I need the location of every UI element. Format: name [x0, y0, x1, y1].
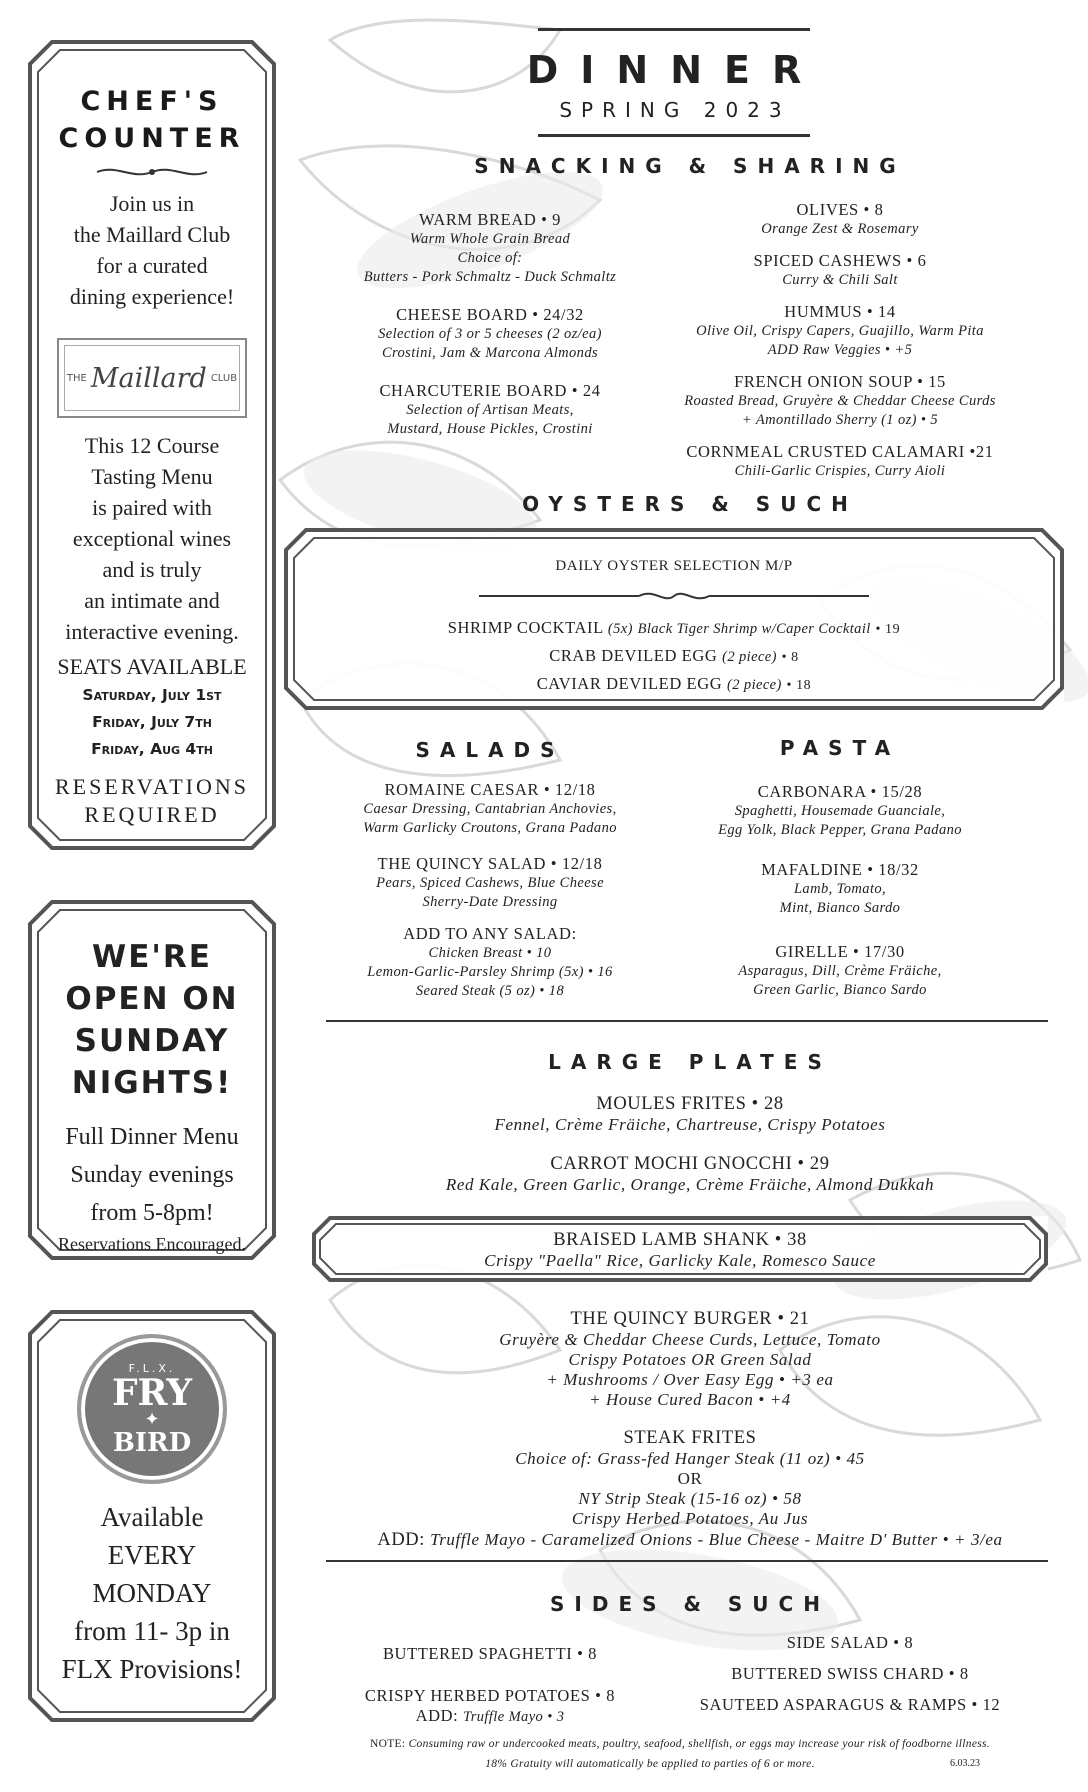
lamb-shank-box — [312, 1216, 1048, 1282]
oysters-title: OYSTERS & SUCH — [522, 492, 858, 516]
item-desc: Lemon-Garlic-Parsley Shrimp (5x) • 16 — [367, 964, 613, 980]
menu-item — [680, 860, 1000, 918]
item-name: CORNMEAL CRUSTED CALAMARI •21 — [686, 442, 994, 461]
menu-code: 6.03.23 — [950, 1758, 980, 1769]
steak-frites — [300, 1427, 1080, 1529]
menu-item — [680, 372, 1000, 430]
body-line: FLX Provisions! — [61, 1654, 243, 1684]
item-desc: Orange Zest & Rosemary — [761, 221, 919, 237]
item-name: OLIVES • 8 — [796, 200, 884, 219]
item-desc: Egg Yolk, Black Pepper, Grana Padano — [718, 822, 962, 838]
chefs-counter-panel — [28, 40, 276, 850]
item-desc: Crostini, Jam & Marcona Almonds — [381, 345, 599, 361]
snacking-right-column — [680, 200, 1000, 499]
note-label: NOTE: — [370, 1738, 406, 1750]
body-line: EVERY — [107, 1540, 197, 1570]
side-item: CRISPY HERBED POTATOES • 8 — [364, 1686, 616, 1705]
item-qty: (2 piece) — [722, 649, 777, 665]
item-desc: Selection of Artisan Meats, — [406, 402, 574, 418]
logo-fry: FRY — [111, 1371, 193, 1414]
item-price: • 8 — [781, 650, 799, 665]
add-items: Truffle Mayo - Caramelized Onions - Blue Cheese - Maitre D' Butter • + 3/ea — [430, 1530, 1003, 1549]
item-desc: Sherry-Date Dressing — [422, 894, 558, 910]
section-divider — [326, 1560, 1048, 1562]
item-desc: Spaghetti, Housemade Guanciale, — [734, 803, 946, 819]
item-name: SPICED CASHEWS • 6 — [753, 251, 927, 270]
item-name: CAVIAR DEVILED EGG — [536, 674, 723, 693]
item-desc: Red Kale, Green Garlic, Orange, Crème Fräiche, Almond Dukkah — [445, 1175, 935, 1194]
moules-frites — [300, 1093, 1080, 1135]
menu-item — [680, 442, 1000, 481]
item-desc: Choice of: Grass-fed Hanger Steak (11 oz) • 45 — [515, 1449, 865, 1468]
sunday-body — [28, 1118, 276, 1232]
note-text: Consuming raw or undercooked meats, poultry, seafood, shellfish, or eggs may increase your risk of foodborne illness. — [408, 1738, 990, 1750]
body-line: Tasting Menu — [91, 464, 213, 489]
intro-line: for a curated — [96, 253, 208, 278]
quincy-burger — [300, 1308, 1080, 1410]
item-desc: Mustard, House Pickles, Crostini — [387, 421, 593, 437]
seat-date: Friday, July 7th — [92, 713, 212, 731]
item-desc: Gruyère & Cheddar Cheese Curds, Lettuce, Tomato — [499, 1330, 881, 1349]
sides-right-column — [680, 1633, 1020, 1715]
section-divider — [326, 1020, 1048, 1022]
title-line: OPEN ON — [65, 981, 239, 1017]
side-item: BUTTERED SWISS CHARD • 8 — [731, 1664, 969, 1683]
carrot-gnocchi — [300, 1153, 1080, 1195]
intro-line: dining experience! — [69, 284, 235, 309]
menu-item — [320, 780, 660, 838]
logo-the: THE — [66, 372, 87, 384]
salads-column — [320, 780, 660, 1019]
fry-bird-panel — [28, 1310, 276, 1722]
body-line: Full Dinner Menu — [65, 1124, 239, 1150]
item-price: • 18 — [786, 678, 812, 693]
add-label: ADD: — [415, 1706, 459, 1725]
pasta-title: PASTA — [779, 736, 901, 760]
menu-item — [680, 942, 1000, 1000]
item-desc: Warm Garlicky Croutons, Grana Padano — [363, 820, 617, 836]
item-desc: Pears, Spiced Cashews, Blue Cheese — [376, 875, 604, 891]
body-line: MONDAY — [92, 1578, 212, 1608]
item-desc: + House Cured Bacon • +4 — [589, 1390, 791, 1409]
item-desc: Warm Whole Grain Bread — [409, 231, 571, 247]
item-desc: Selection of 3 or 5 cheeses (2 oz/ea) — [378, 326, 602, 342]
page-title: DINNER — [526, 48, 824, 92]
item-desc: Olive Oil, Crispy Capers, Guajillo, Warm Pita — [696, 323, 984, 339]
reservations-line: REQUIRED — [84, 802, 220, 827]
body-line: and is truly — [102, 557, 202, 582]
menu-item — [680, 200, 1000, 239]
item-desc: Caesar Dressing, Cantabrian Anchovies, — [363, 801, 617, 817]
item-qty: (5x) — [607, 621, 633, 637]
side-item: SAUTEED ASPARAGUS & RAMPS • 12 — [699, 1695, 1001, 1714]
item-desc: Mint, Bianco Sardo — [779, 900, 901, 916]
item-name: CRAB DEVILED EGG — [549, 646, 718, 665]
item-desc: + Mushrooms / Over Easy Egg • +3 ea — [546, 1370, 834, 1389]
item-name: MOULES FRITES • 28 — [596, 1094, 784, 1114]
item-desc: Roasted Bread, Gruyère & Cheddar Cheese Curds — [684, 393, 996, 409]
item-name: BRAISED LAMB SHANK • 38 — [553, 1230, 807, 1250]
sunday-note: Reservations Encouraged. — [58, 1234, 246, 1254]
item-desc: Crispy Potatoes OR Green Salad — [568, 1350, 812, 1369]
item-desc: Curry & Chili Salt — [782, 272, 898, 288]
sunday-title — [28, 936, 276, 1104]
menu-item — [320, 924, 660, 1001]
logo-name: Maillard — [90, 362, 207, 394]
oyster-item — [284, 646, 1064, 668]
chefs-intro — [28, 188, 276, 312]
logo-club: CLUB — [210, 372, 238, 384]
add-item: Truffle Mayo • 3 — [463, 1709, 565, 1725]
item-name: CARROT MOCHI GNOCCHI • 29 — [550, 1154, 830, 1174]
seat-date: Friday, Aug 4th — [91, 740, 213, 758]
fry-bird-body — [28, 1498, 276, 1688]
item-desc: Asparagus, Dill, Crème Fräiche, — [738, 963, 942, 979]
body-line: Available — [100, 1502, 204, 1532]
chefs-title-line1: CHEF'S — [80, 86, 224, 117]
item-desc: Butters - Pork Schmaltz - Duck Schmaltz — [363, 269, 617, 285]
body-line: This 12 Course — [84, 433, 220, 458]
header-rule-bottom — [538, 134, 810, 137]
gratuity-note: 18% Gratuity will automatically be applied to parties of 6 or more. — [485, 1758, 815, 1770]
maillard-club-logo — [57, 338, 247, 418]
menu-item — [680, 251, 1000, 290]
item-name: SHRIMP COCKTAIL — [447, 618, 604, 637]
item-qty: (2 piece) — [727, 677, 782, 693]
page-subtitle: SPRING 2023 — [559, 98, 791, 122]
title-line: SUNDAY — [74, 1023, 230, 1059]
item-desc: ADD Raw Veggies • +5 — [767, 342, 913, 358]
item-desc: Chicken Breast • 10 — [428, 945, 552, 961]
snacking-title: SNACKING & SHARING — [474, 154, 906, 178]
body-line: Sunday evenings — [70, 1162, 234, 1188]
salads-title: SALADS — [415, 738, 565, 762]
item-name: THE QUINCY SALAD • 12/18 — [377, 854, 603, 873]
item-name: WARM BREAD • 9 — [418, 210, 562, 229]
item-desc: Chili-Garlic Crispies, Curry Aioli — [734, 463, 946, 479]
body-line: exceptional wines — [72, 526, 232, 551]
steak-add-ons — [300, 1529, 1080, 1551]
item-desc: + Amontillado Sherry (1 oz) • 5 — [741, 412, 939, 428]
item-name: ROMAINE CAESAR • 12/18 — [384, 780, 596, 799]
reservations-required — [28, 773, 276, 829]
side-add — [320, 1706, 660, 1727]
side-item: SIDE SALAD • 8 — [786, 1633, 914, 1652]
item-desc: Fennel, Crème Fräiche, Chartreuse, Crispy Potatoes — [494, 1115, 886, 1134]
body-line: interactive evening. — [65, 619, 239, 644]
item-name: STEAK FRITES — [623, 1428, 757, 1448]
item-name: CHARCUTERIE BOARD • 24 — [379, 381, 601, 400]
logo-bird: BIRD — [112, 1427, 192, 1458]
seat-date: Saturday, July 1st — [82, 686, 222, 704]
item-desc: OR — [677, 1469, 703, 1488]
side-item: BUTTERED SPAGHETTI • 8 — [382, 1644, 598, 1663]
seat-dates — [28, 682, 276, 763]
item-name: FRENCH ONION SOUP • 15 — [734, 372, 946, 391]
item-name: MAFALDINE • 18/32 — [761, 860, 919, 879]
item-name: THE QUINCY BURGER • 21 — [570, 1309, 810, 1329]
bird-icon: ✦ — [144, 1408, 160, 1430]
sides-left-column — [320, 1644, 660, 1727]
dinner-menu — [300, 0, 1080, 1792]
item-name: HUMMUS • 14 — [784, 302, 896, 321]
menu-item — [330, 210, 650, 287]
seats-available-label: SEATS AVAILABLE — [57, 654, 247, 679]
item-desc: Black Tiger Shrimp w/Caper Cocktail — [637, 621, 871, 637]
oyster-item — [284, 674, 1064, 696]
add-label: ADD: — [377, 1530, 425, 1550]
title-line: NIGHTS! — [71, 1065, 233, 1101]
body-line: from 11- 3p in — [74, 1616, 230, 1646]
chefs-body — [28, 430, 276, 647]
oysters-box — [284, 528, 1064, 710]
item-desc: Choice of: — [457, 250, 523, 266]
item-name: ADD TO ANY SALAD: — [403, 924, 577, 943]
item-name: GIRELLE • 17/30 — [775, 942, 905, 961]
sides-title: SIDES & SUCH — [550, 1592, 830, 1616]
divider-flourish-icon — [479, 586, 869, 606]
reservations-line: RESERVATIONS — [55, 774, 249, 799]
sunday-nights-panel — [28, 900, 276, 1260]
intro-line: Join us in — [109, 191, 195, 216]
menu-item — [320, 854, 660, 912]
item-desc: Crispy "Paella" Rice, Garlicky Kale, Romesco Sauce — [484, 1251, 876, 1270]
oyster-item — [284, 618, 1064, 640]
menu-item — [680, 302, 1000, 360]
daily-oyster-selection: DAILY OYSTER SELECTION M/P — [555, 558, 793, 574]
item-name: CHEESE BOARD • 24/32 — [396, 305, 584, 324]
menu-item — [330, 305, 650, 363]
body-line: from 5-8pm! — [90, 1200, 214, 1226]
intro-line: the Maillard Club — [73, 222, 231, 247]
logo-top: F.L.X. — [128, 1361, 176, 1375]
menu-item — [330, 381, 650, 439]
flourish-icon — [92, 162, 212, 182]
fry-bird-logo — [77, 1334, 227, 1484]
item-desc: Green Garlic, Bianco Sardo — [753, 982, 927, 998]
large-plates-title: LARGE PLATES — [548, 1050, 832, 1074]
body-line: is paired with — [92, 495, 212, 520]
footer-note — [290, 1738, 1070, 1750]
pasta-column — [680, 782, 1000, 1018]
body-line: an intimate and — [84, 588, 220, 613]
item-price: • 19 — [875, 622, 901, 637]
oyster-items — [284, 618, 1064, 696]
header-rule-top — [538, 28, 810, 31]
snacking-left-column — [330, 210, 650, 457]
title-line: WE'RE — [92, 939, 212, 975]
item-desc: NY Strip Steak (15-16 oz) • 58 — [578, 1489, 802, 1508]
item-desc: Crispy Herbed Potatoes, Au Jus — [571, 1509, 809, 1528]
item-desc: Lamb, Tomato, — [793, 881, 887, 897]
chefs-title-line2: COUNTER — [58, 123, 246, 154]
item-name: CARBONARA • 15/28 — [757, 782, 923, 801]
item-desc: Seared Steak (5 oz) • 18 — [415, 983, 565, 999]
menu-item — [680, 782, 1000, 840]
